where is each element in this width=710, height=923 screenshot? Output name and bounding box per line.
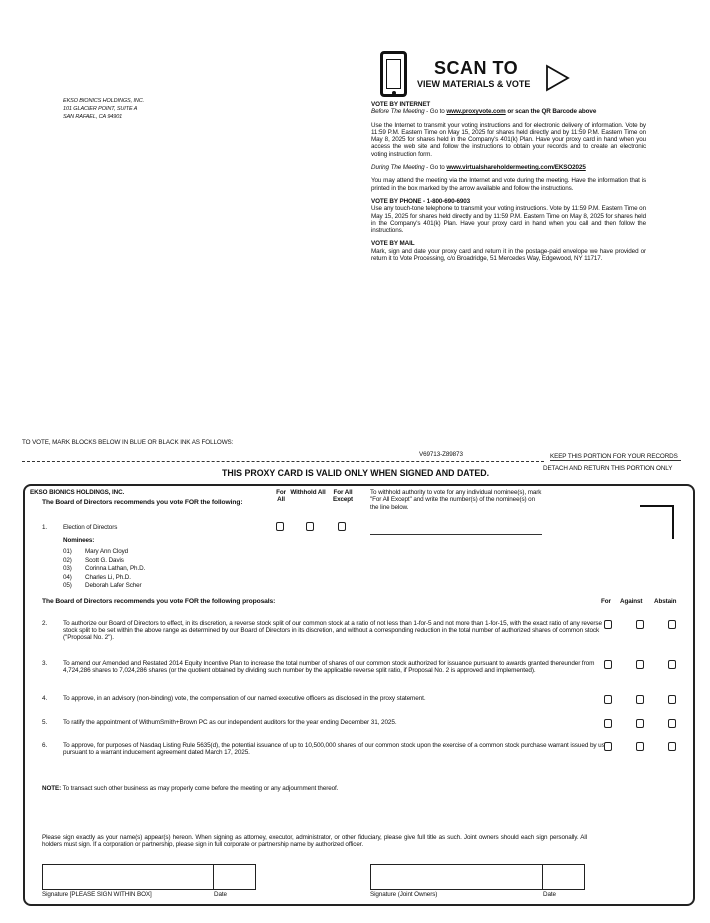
proposal-4: 4. To approve, in an advisory (non-binding) vote, the compensation of our named executive officers as disclosed in the proxy statement. xyxy=(42,695,426,702)
checkbox-abstain-proposal-3[interactable] xyxy=(668,660,676,669)
mail-body: Mark, sign and date your proxy card and return it in the postage-paid envelope we have provided or return it to Vote Processing, c/o Broadridge, 51 Mercedes Way, Edgewood, NY 11717. xyxy=(371,247,646,263)
valid-notice: THIS PROXY CARD IS VALID ONLY WHEN SIGNED AND DATED. xyxy=(222,468,490,478)
nominee: 02) Scott G. Davis xyxy=(63,556,124,564)
checkbox-abstain-proposal-2[interactable] xyxy=(668,620,676,629)
signature-box[interactable] xyxy=(42,864,214,890)
checkbox-abstain-proposal-6[interactable] xyxy=(668,742,676,751)
checkbox-abstain-proposal-5[interactable] xyxy=(668,719,676,728)
col-against: Against xyxy=(620,598,643,605)
keep-portion-label: KEEP THIS PORTION FOR YOUR RECORDS xyxy=(550,453,681,461)
proposal-3: 3. To amend our Amended and Restated 2014 Equity Incentive Plan to increase the total number of shares of our common stock authorized for issuance pursuant to awards granted thereunder from 4,724,286 shares to 7,024,286 shares (or the quotient obtained by dividing such number by the applicable reverse split ratio, if Proposal No. 2 is approved and implemented). xyxy=(42,660,595,675)
mail-heading: VOTE BY MAIL xyxy=(371,240,415,248)
checkbox-for-all[interactable] xyxy=(276,522,284,531)
joint-date-label: Date xyxy=(543,891,556,898)
ink-instructions: TO VOTE, MARK BLOCKS BELOW IN BLUE OR BLACK INK AS FOLLOWS: xyxy=(22,439,234,446)
joint-signature-box[interactable] xyxy=(370,864,543,890)
text: - Go to xyxy=(424,164,447,172)
col-for: For xyxy=(601,598,611,605)
address-line: 101 GLACIER POINT, SUITE A xyxy=(63,106,138,112)
checkbox-for-proposal-2[interactable] xyxy=(604,620,612,629)
address-line: SAN RAFAEL, CA 94901 xyxy=(63,114,123,120)
proxyvote-link[interactable]: www.proxyvote.com xyxy=(446,108,506,116)
checkbox-against-proposal-5[interactable] xyxy=(636,719,644,728)
address-line: EKSO BIONICS HOLDINGS, INC. xyxy=(63,98,145,104)
withhold-note: To withhold authority to vote for any individual nominee(s), mark "For All Except" and write the number(s) of the nominee(s) on the line below. xyxy=(370,489,542,511)
proposal-2: 2. To authorize our Board of Directors to effect, in its discretion, a reverse stock split of our common stock at a ratio of not less than 1-for-5 and not more than 1-for-15, with the exact ratio of any reverse stock split to be set within the above range as determined by our Board of Directors in its discretion, and without a corresponding reduction in the total number of authorized shares of common stock ("Proposal No. 2"). xyxy=(42,620,602,642)
internet-heading: VOTE BY INTERNET xyxy=(371,101,431,108)
virtual-meeting-link[interactable]: www.virtualshareholdermeeting.com/EKSO2025 xyxy=(446,164,586,172)
detach-label: DETACH AND RETURN THIS PORTION ONLY xyxy=(543,465,673,472)
scan-subtitle: VIEW MATERIALS & VOTE xyxy=(417,79,531,89)
proposal-5: 5. To ratify the appointment of WithumSmith+Brown PC as our independent auditors for the year ending December 31, 2025. xyxy=(42,719,397,726)
during-body: You may attend the meeting via the Internet and vote during the meeting. Have the information that is printed in the box marked by the arrow available and follow the instructions. xyxy=(371,177,646,192)
item-number: 1. xyxy=(42,524,48,531)
joint-date-box[interactable] xyxy=(542,864,585,890)
election-label: Election of Directors xyxy=(63,524,118,531)
checkbox-withhold-all[interactable] xyxy=(306,522,314,531)
internet-body: Use the Internet to transmit your voting instructions and for electronic delivery of information. Vote by 11:59 P.M. Eastern Time on May 15, 2025 for shares held directly and by 11:59 P.M. Eastern Time on May 8, 2025 for shares held in the Company's 401(k) Plan. Have your proxy card in hand when you access the web site and follow the instructions to obtain your records and to create an electronic voting instruction form. xyxy=(371,121,646,158)
proposals-recommendation: The Board of Directors recommends you vote FOR the following proposals: xyxy=(42,598,276,605)
nominee: 05) Deborah Lafer Scher xyxy=(63,582,142,590)
scan-title: SCAN TO xyxy=(434,58,519,78)
nominee-list xyxy=(63,548,145,591)
control-code: V69713-Z89873 xyxy=(419,451,463,458)
during-label: During The Meeting xyxy=(371,164,425,172)
checkbox-abstain-proposal-4[interactable] xyxy=(668,695,676,704)
detach-line xyxy=(22,461,544,462)
joint-signature-label: Signature (Joint Owners) xyxy=(370,891,438,898)
return-address xyxy=(63,97,144,121)
arrow-icon xyxy=(545,64,571,92)
phone-heading: VOTE BY PHONE - 1-800-690-6903 xyxy=(371,197,471,205)
nominee: 01) Mary Ann Cloyd xyxy=(63,548,129,555)
voting-methods xyxy=(371,101,646,262)
col-withhold-all: Withhold All xyxy=(290,489,326,496)
signature-label: Signature [PLEASE SIGN WITHIN BOX] xyxy=(42,891,152,898)
checkbox-against-proposal-3[interactable] xyxy=(636,660,644,669)
nominee: 03) Corinna Lathan, Ph.D. xyxy=(63,565,146,573)
nominees-label: Nominees: xyxy=(63,537,95,544)
nominee: 04) Charles Li, Ph.D. xyxy=(63,573,131,581)
proposal-6: 6. To approve, for purposes of Nasdaq Listing Rule 5635(d), the potential issuance of up to 10,500,000 shares of our common stock upon the exercise of a common stock purchase warrant issued by us pursuant to a warrant inducement agreement dated March 17, 2025. xyxy=(42,742,605,757)
signing-instructions: Please sign exactly as your name(s) appear(s) hereon. When signing as attorney, executor, administrator, or other fiduciary, please give full title as such. Joint owners should each sign personally. All holders must sign. If a corporation or partnership, please sign in full corporate or partnership name by authorized officer. xyxy=(42,834,587,849)
phone-icon xyxy=(380,51,407,97)
note-text: To transact such other business as may properly come before the meeting or any adjournment thereof. xyxy=(61,785,339,792)
col-for-all: For All xyxy=(276,489,286,504)
col-abstain: Abstain xyxy=(654,598,677,605)
before-label: Before The Meeting xyxy=(371,108,425,116)
checkbox-for-proposal-5[interactable] xyxy=(604,719,612,728)
date-box[interactable] xyxy=(213,864,256,890)
except-write-line[interactable] xyxy=(370,534,542,535)
board-recommendation: The Board of Directors recommends you vote FOR the following: xyxy=(42,499,243,506)
col-for-all-except: For All Except xyxy=(332,489,354,504)
corner-mark xyxy=(640,505,674,539)
checkbox-for-proposal-6[interactable] xyxy=(604,742,612,751)
checkbox-for-all-except[interactable] xyxy=(338,522,346,531)
note-label: NOTE: xyxy=(42,785,62,792)
date-label: Date xyxy=(214,891,227,898)
text: - Go to xyxy=(424,108,447,116)
checkbox-against-proposal-4[interactable] xyxy=(636,695,644,704)
text: or scan the QR Barcode above xyxy=(505,108,597,116)
checkbox-against-proposal-2[interactable] xyxy=(636,620,644,629)
checkbox-for-proposal-4[interactable] xyxy=(604,695,612,704)
checkbox-against-proposal-6[interactable] xyxy=(636,742,644,751)
phone-body: Use any touch-tone telephone to transmit your voting instructions. Vote by 11:59 P.M. Eastern Time on May 15, 2025 for shares held directly and by 11:59 P.M. Eastern Time on May 8, 2025 for shares held in the Company's 401(k) Plan. Have your proxy card in hand when you call and then follow the instructions. xyxy=(371,205,646,235)
checkbox-for-proposal-3[interactable] xyxy=(604,660,612,669)
company-name: EKSO BIONICS HOLDINGS, INC. xyxy=(30,489,125,496)
